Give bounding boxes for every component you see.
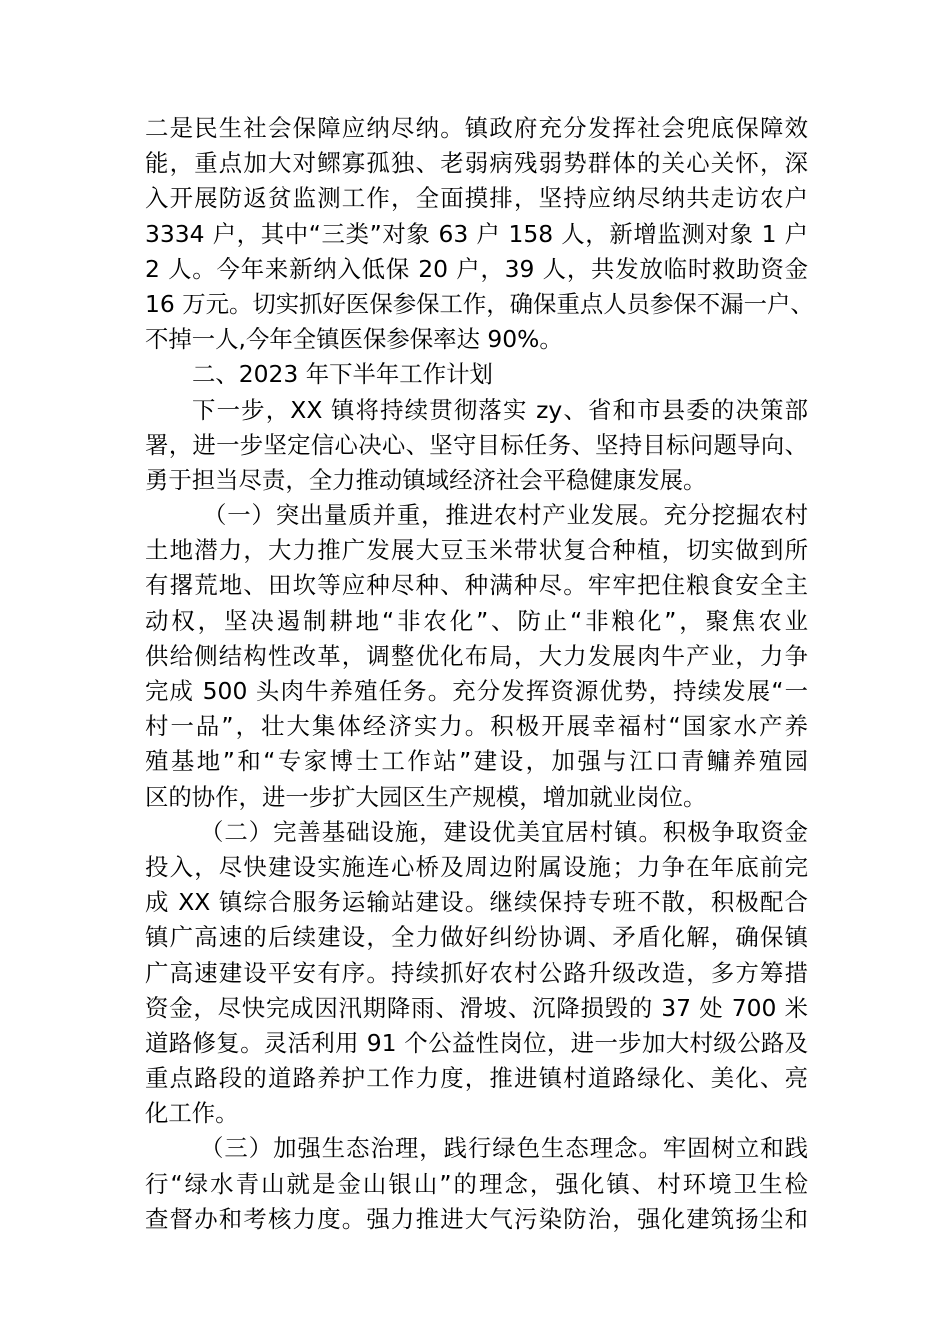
text-line: 殖基地”和“专家博士工作站”建设，加强与江口青鳙养殖园	[145, 747, 808, 776]
text-line: 供给侧结构性改革，调整优化布局，大力发展肉牛产业，力争	[145, 641, 808, 670]
heading-text: 二、2023 年下半年工作计划	[192, 360, 493, 389]
text-line: 署，进一步坚定信心决心、坚守目标任务、坚持目标问题导向、	[145, 430, 808, 459]
text-line: 成 XX 镇综合服务运输站建设。继续保持专班不散，积极配合	[145, 888, 808, 917]
text-line: 3334 户，其中“三类”对象 63 户 158 人，新增监测对象 1 户	[145, 219, 808, 248]
text-line: 二是民生社会保障应纳尽纳。镇政府充分发挥社会兜底保障效	[145, 114, 808, 142]
paragraph-infrastructure	[145, 815, 808, 1132]
text-line: 动权，坚决遏制耕地“非农化”、防止“非粮化”，聚焦农业	[145, 606, 808, 635]
text-line: 16 万元。切实抓好医保参保工作，确保重点人员参保不漏一户、	[145, 289, 814, 318]
text-line: 行“绿水青山就是金山银山”的理念，强化镇、村环境卫生检	[145, 1169, 808, 1198]
text-line: 完成 500 头肉牛养殖任务。充分发挥资源优势，持续发展“一	[145, 677, 808, 705]
paragraph-ecology	[145, 1131, 808, 1237]
text-line: 化工作。	[145, 1099, 239, 1128]
text-line: 村一品”，壮大集体经济实力。积极开展幸福村“国家水产养	[145, 712, 808, 741]
paragraph-next-steps	[145, 393, 808, 499]
text-line: 区的协作，进一步扩大园区生产规模，增加就业岗位。	[145, 782, 707, 811]
text-line: （一）突出量质并重，推进农村产业发展。充分挖掘农村	[203, 501, 808, 530]
text-line: 镇广高速的后续建设，全力做好纠纷协调、矛盾化解，确保镇	[145, 923, 808, 952]
text-line: 入开展防返贫监测工作，全面摸排，坚持应纳尽纳共走访农户	[145, 184, 808, 213]
text-line: 不掉一人,今年全镇医保参保率达 90%。	[145, 325, 563, 354]
text-line: 土地潜力，大力推广发展大豆玉米带状复合种植，切实做到所	[145, 536, 808, 565]
text-line: 有撂荒地、田坎等应种尽种、种满种尽。牢牢把住粮食安全主	[145, 571, 808, 600]
text-line: （三）加强生态治理，践行绿色生态理念。牢固树立和践	[200, 1134, 808, 1163]
document-body	[145, 111, 814, 1237]
text-line: （二）完善基础设施，建设优美宜居村镇。积极争取资金	[200, 817, 808, 846]
text-line: 能，重点加大对鳏寡孤独、老弱病残弱势群体的关心关怀，深	[145, 149, 808, 178]
text-line: 勇于担当尽责，全力推动镇域经济社会平稳健康发展。	[145, 465, 707, 494]
text-line: 资金，尽快完成因汛期降雨、滑坡、沉降损毁的 37 处 700 米	[145, 993, 808, 1022]
text-line: 道路修复。灵活利用 91 个公益性岗位，进一步加大村级公路及	[145, 1028, 808, 1057]
paragraph-rural-industry	[145, 498, 808, 815]
section-heading	[145, 357, 808, 392]
text-line: 2 人。今年来新纳入低保 20 户，39 人，共发放临时救助资金	[145, 254, 808, 283]
paragraph-social-security	[145, 111, 814, 357]
text-line: 重点路段的道路养护工作力度，推进镇村道路绿化、美化、亮	[145, 1064, 808, 1093]
text-line: 下一步，XX 镇将持续贯彻落实 zy、省和市县委的决策部	[192, 395, 808, 424]
text-line: 广高速建设平安有序。持续抓好农村公路升级改造，多方筹措	[145, 958, 808, 987]
text-line: 投入，尽快建设实施连心桥及周边附属设施；力争在年底前完	[145, 852, 808, 881]
text-line: 查督办和考核力度。强力推进大气污染防治，强化建筑扬尘和	[145, 1204, 808, 1233]
